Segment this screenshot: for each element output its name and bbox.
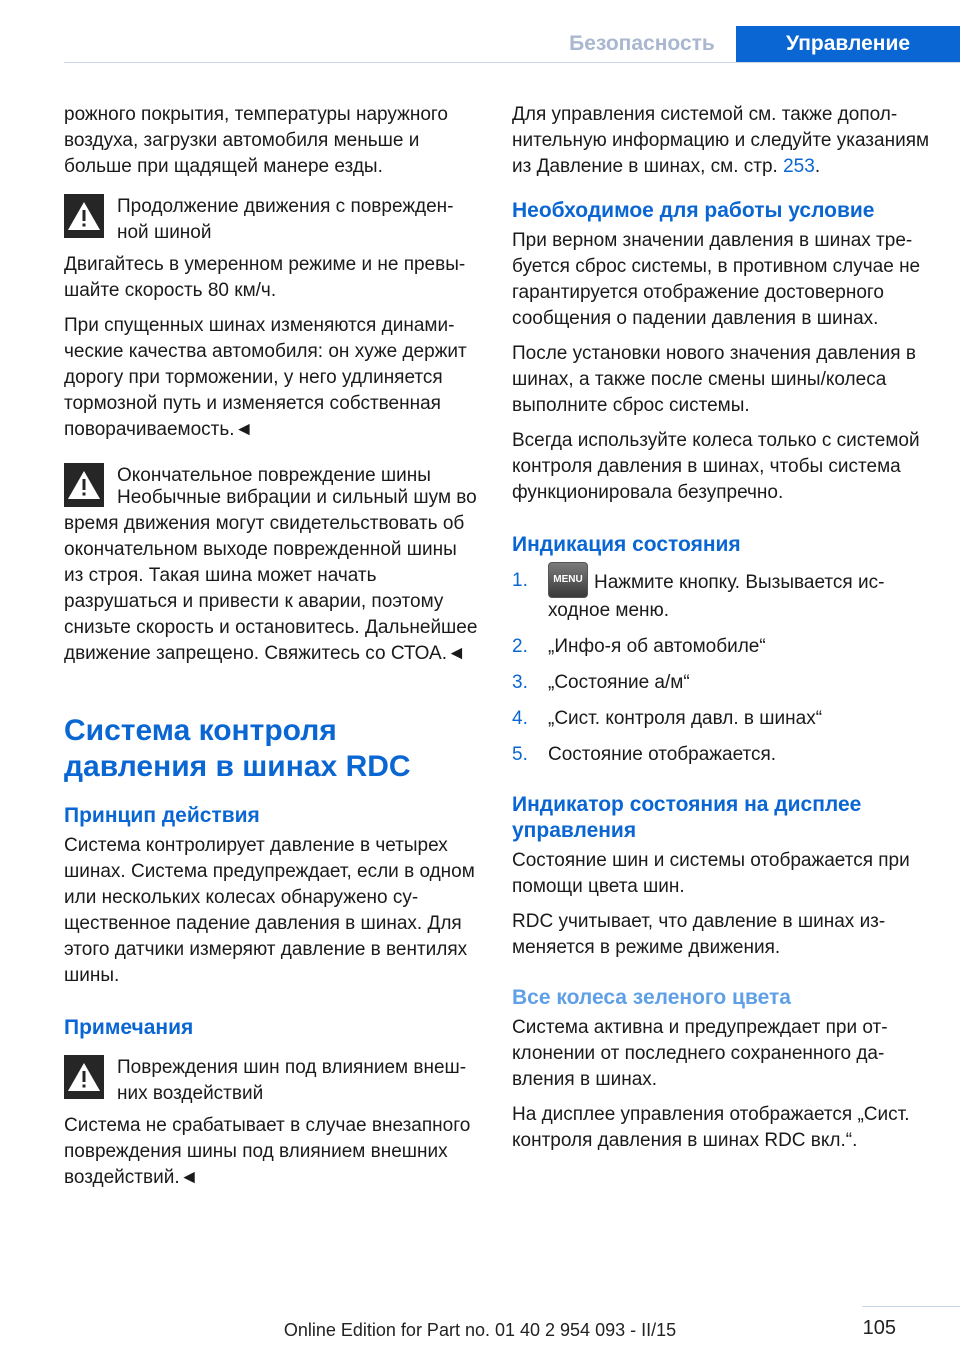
condition-text: После установки нового значения давления в шинах, а также после смены шины/колеса выполните сброс системы. [512, 343, 916, 416]
warning-block-damaged-tire [64, 194, 478, 246]
warning-text: Двигайтесь в умеренном режиме и не превышайте скорость 80 км/ч. [64, 254, 466, 301]
green-text: Система активна и предупреждает при отклонении от последнего сохраненного давления в шинах. [512, 1017, 888, 1090]
step-number: 1. [512, 570, 528, 591]
step-number: 2. [512, 636, 528, 657]
step-text: Нажмите кнопку. Вызывается исходное меню. [548, 572, 885, 621]
left-intro: рожного покрытия, температуры наружного воздуха, загрузки автомобиля меньше и больше при щадящей манере езды. [64, 104, 448, 177]
right-column [512, 102, 930, 1163]
section-title: Система контроля давления в шинах RDC [64, 714, 411, 783]
condition-text: При верном значении давления в шинах требуется сброс системы, в противном случае не гарантируется отображение достоверного сообщения о падении давления в шинах. [512, 230, 921, 329]
list-item [512, 742, 930, 768]
step-text: „Состояние а/м“ [548, 672, 690, 693]
page-number-rule [862, 1306, 960, 1307]
header-rule [64, 62, 960, 63]
principle-text: Система контролирует давление в четырех шинах. Система предупреждает, если в одном или нескольких колесах обнаружено существенное падение давления в шинах. Для этого датчики измеряют давление в вентилях шины. [64, 835, 475, 986]
warning-text: Необычные вибрации и сильный шум во время движения могут свидетельствовать об окончательном выходе поврежденной шины из строя. Такая шина может начать разрушаться и привести к аварии, поэтому снизьте скорость и остановитесь. Дальнейшее движение запрещено. Свяжитесь со СТОА.◄ [64, 487, 478, 664]
indicator-text: Состояние шин и системы отображается при помощи цвета шин. [512, 850, 910, 897]
page-link[interactable]: 253 [783, 156, 815, 177]
list-item [512, 706, 930, 732]
warning-icon [64, 1055, 104, 1099]
indicator-text: RDC учитывает, что давление в шинах изменяется в режиме движения. [512, 911, 886, 958]
subsection-title-status: Индикация состояния [512, 533, 741, 556]
list-item [512, 634, 930, 660]
step-number: 4. [512, 708, 528, 729]
warning-block-external [64, 1055, 478, 1107]
warning-text: Система не срабатывает в случае внезапного повреждения шины под влиянием внешних воздействий.◄ [64, 1115, 471, 1188]
condition-text: Всегда используйте колеса только с системой контроля давления в шинах, чтобы система функционировала безупречно. [512, 430, 920, 503]
step-number: 5. [512, 744, 528, 765]
menu-button-icon: MENU [548, 562, 588, 598]
step-text: „Инфо-я об автомобиле“ [548, 636, 766, 657]
subsection-title-principle: Принцип действия [64, 804, 260, 827]
warning-title: Повреждения шин под влиянием внешних воздействий [117, 1057, 467, 1104]
footer-edition: Online Edition for Part no. 01 40 2 954 093 - II/15 [283, 1320, 677, 1340]
intro-period: . [814, 156, 821, 177]
warning-text: При спущенных шинах изменяются динамические качества автомобиля: он хуже держит дорогу при торможении, у него удлиняется тормозной путь и изменяется собственная поворачиваемость.◄ [64, 315, 467, 440]
subsection-title-notes: Примечания [64, 1016, 194, 1039]
subsection-title-condition: Необходимое для работы условие [512, 199, 875, 222]
list-item [512, 670, 930, 696]
warning-title: Продолжение движения с поврежденной шиной [117, 196, 454, 243]
subsection-title-indicator: Индикатор состояния на дисплее управления [512, 793, 862, 842]
subsection-title-green: Все колеса зеленого цвета [512, 986, 791, 1009]
warning-block-final-damage [64, 463, 478, 507]
step-number: 3. [512, 672, 528, 693]
list-item [512, 568, 930, 624]
right-intro [512, 102, 930, 180]
warning-icon [64, 194, 104, 238]
green-text: На дисплее управления отображается „Сист. контроля давления в шинах RDC вкл.“. [512, 1104, 910, 1151]
warning-title: Окончательное повреждение шины [117, 465, 431, 486]
step-text: Состояние отображается. [548, 744, 777, 765]
steps-list [512, 568, 930, 768]
step-text: „Сист. контроля давл. в шинах“ [548, 708, 823, 729]
tab-safety[interactable]: Безопасность [569, 32, 715, 55]
intro-text: Для управления системой см. также дополнительную информацию и следуйте указаниям из Давление в шинах, см. стр. [512, 104, 930, 177]
left-column [64, 102, 478, 1200]
warning-icon [64, 463, 104, 507]
page-number: 105 [862, 1317, 896, 1339]
tab-controls[interactable]: Управление [736, 26, 960, 62]
